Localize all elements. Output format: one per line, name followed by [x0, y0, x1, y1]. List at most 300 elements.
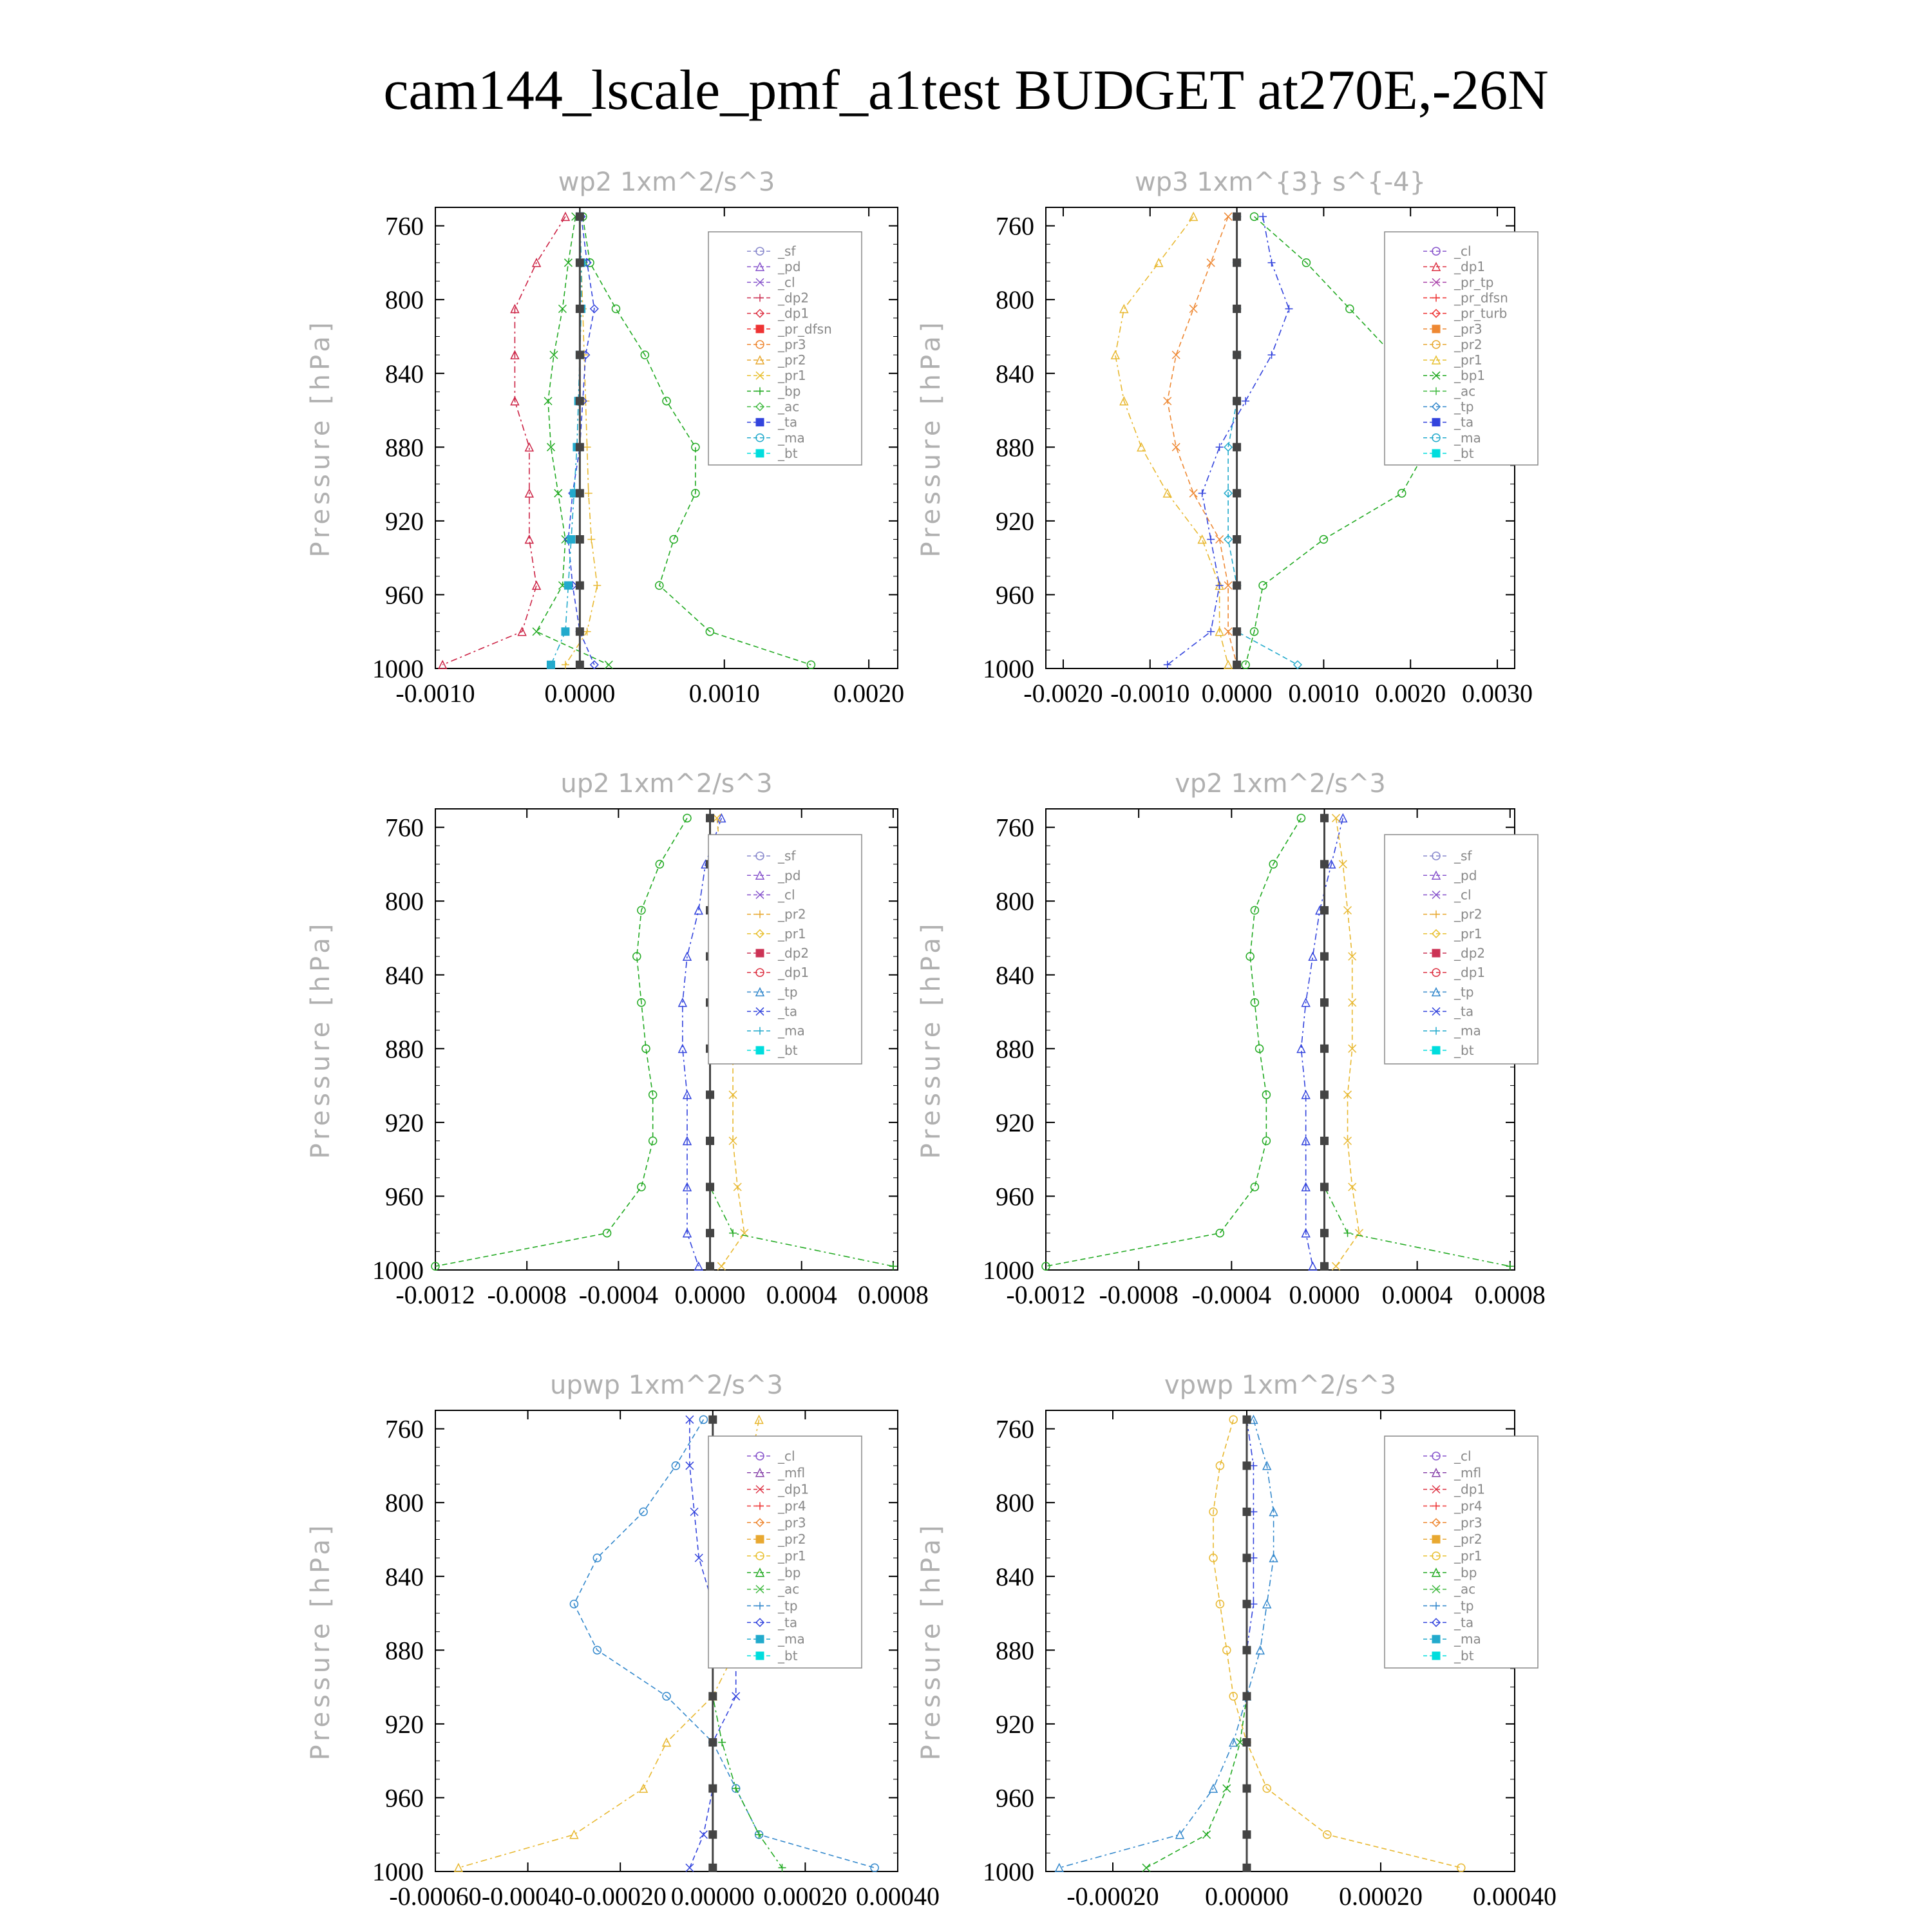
y-tick-label: 1000 [372, 1857, 424, 1886]
data-point [1224, 628, 1232, 636]
legend-label: _bp1 [1454, 368, 1486, 384]
legend-label: _pr4 [778, 1498, 806, 1514]
legend-label: _ac [1454, 1581, 1476, 1597]
data-point [1243, 1508, 1251, 1516]
y-tick-label: 880 [996, 1034, 1034, 1064]
y-tick-label: 960 [385, 580, 424, 610]
data-point [576, 213, 583, 220]
y-axis-label: Pressure [hPa] [916, 318, 946, 558]
data-point [1233, 351, 1241, 359]
legend-label: _ma [778, 1631, 805, 1647]
data-point [1172, 351, 1180, 359]
y-tick-label: 960 [996, 1783, 1034, 1813]
y-tick-label: 840 [385, 1562, 424, 1591]
data-point [1320, 1045, 1328, 1052]
series-ma [1224, 213, 1302, 668]
x-tick-label: -0.0012 [395, 1280, 475, 1309]
series-line [442, 216, 565, 665]
series-line [1046, 818, 1301, 1266]
data-point [1189, 489, 1197, 497]
data-point [1233, 213, 1241, 220]
legend-label: _pr1 [1454, 1548, 1482, 1564]
data-point [709, 1864, 717, 1871]
data-point [1216, 1229, 1224, 1237]
data-point [706, 1229, 714, 1237]
data-point [1268, 259, 1276, 267]
x-tick-label: 0.0010 [688, 679, 760, 708]
legend [708, 1436, 862, 1668]
panel-3 [306, 769, 929, 1309]
data-point [1320, 907, 1328, 914]
legend-label: _pr1 [1454, 925, 1482, 942]
data-point [686, 1864, 694, 1871]
legend-label: _ta [1454, 1615, 1474, 1631]
legend-label: _bt [1454, 445, 1474, 461]
legend-label: _pr_dfsn [1454, 290, 1508, 306]
y-tick-label: 800 [996, 285, 1034, 315]
data-point [612, 305, 620, 313]
data-point [533, 582, 540, 589]
x-tick-label: 0.00040 [1473, 1882, 1557, 1911]
x-tick-label: 0.00000 [670, 1882, 755, 1911]
x-tick-label: -0.0008 [1099, 1280, 1179, 1309]
data-point [706, 1262, 714, 1270]
y-tick-label: 800 [385, 1488, 424, 1518]
data-point [1142, 1864, 1150, 1871]
data-point [1268, 351, 1276, 359]
legend-label: _tp [1454, 399, 1474, 415]
legend-label: _ac [1454, 383, 1476, 399]
data-point [1243, 1554, 1251, 1562]
data-point [1243, 1831, 1251, 1839]
series-line [435, 818, 687, 1266]
data-point [1233, 582, 1241, 589]
y-tick-label: 880 [996, 1636, 1034, 1665]
y-axis-label: Pressure [hPa] [306, 920, 336, 1159]
series-pr1 [1332, 814, 1363, 1270]
data-point [562, 661, 569, 668]
y-tick-label: 960 [996, 1182, 1034, 1211]
legend-label: _ac [778, 1581, 800, 1597]
legend-label: _sf [778, 848, 796, 864]
data-point [1243, 1864, 1251, 1871]
legend-label: _pr2 [1454, 1531, 1482, 1548]
y-tick-label: 840 [996, 359, 1034, 388]
data-point [576, 397, 583, 405]
panel-1 [306, 167, 904, 708]
y-tick-label: 1000 [983, 1857, 1034, 1886]
data-point [1243, 1739, 1251, 1747]
series-line [565, 216, 597, 665]
series-pr2 [1164, 213, 1241, 668]
data-point [1243, 1692, 1251, 1700]
legend-label: _dp1 [1454, 965, 1486, 981]
series-bt [1243, 1416, 1251, 1871]
y-tick-label: 920 [996, 506, 1034, 536]
legend-label: _pr1 [778, 368, 806, 384]
y-tick-label: 800 [996, 887, 1034, 916]
legend-label: _cl [778, 1448, 795, 1464]
y-tick-label: 920 [996, 1108, 1034, 1137]
data-point [564, 582, 572, 589]
y-axis-label: Pressure [hPa] [306, 318, 336, 558]
y-tick-label: 840 [385, 359, 424, 388]
data-point [1243, 1600, 1251, 1608]
data-point [1506, 1262, 1514, 1270]
legend-label: _ta [778, 414, 798, 430]
legend-label: _dp2 [778, 945, 810, 961]
legend-label: _tp [778, 1598, 798, 1614]
data-point [1457, 1864, 1465, 1871]
x-tick-label: -0.0010 [395, 679, 475, 708]
data-point [1285, 305, 1293, 313]
legend [708, 835, 862, 1064]
legend-label: _dp1 [778, 1481, 810, 1497]
x-tick-label: -0.0004 [1191, 1280, 1271, 1309]
data-point [605, 661, 612, 668]
x-tick-label: -0.00020 [1066, 1882, 1159, 1911]
data-point [1243, 1416, 1251, 1423]
legend-label: _bt [778, 1648, 798, 1664]
data-point [1120, 305, 1128, 313]
legend-label: _dp1 [778, 965, 810, 981]
legend-label: _pr_dfsn [778, 321, 832, 337]
data-point [1233, 536, 1241, 544]
legend [1385, 232, 1538, 465]
data-point [1320, 1091, 1328, 1099]
legend-label: _dp1 [1454, 259, 1486, 275]
y-tick-label: 840 [996, 1562, 1034, 1591]
y-tick-label: 960 [996, 580, 1034, 610]
x-tick-label: -0.00040 [481, 1882, 574, 1911]
legend-label: _ta [1454, 414, 1474, 430]
data-point [593, 582, 601, 589]
data-point [871, 1864, 878, 1871]
legend-label: _cl [1454, 243, 1472, 260]
data-point [1243, 1785, 1251, 1792]
series-line [1168, 216, 1237, 665]
y-tick-label: 760 [996, 1414, 1034, 1444]
data-point [1242, 397, 1249, 405]
data-point [1256, 1646, 1264, 1654]
legend-label: _pr4 [1454, 1498, 1482, 1514]
legend-label: _bt [778, 1042, 798, 1058]
x-tick-label: -0.0010 [1110, 679, 1190, 708]
y-tick-label: 840 [996, 960, 1034, 990]
data-point [1263, 1600, 1271, 1608]
legend-label: _cl [1454, 887, 1472, 903]
x-tick-label: 0.0020 [833, 679, 905, 708]
series-line [1247, 1419, 1253, 1868]
data-point [1398, 489, 1406, 497]
data-point [706, 1137, 714, 1145]
legend-label: _pr3 [778, 1515, 806, 1531]
x-tick-label: 0.00020 [1339, 1882, 1423, 1911]
legend-label: _dp1 [778, 305, 810, 321]
legend-label: _tp [1454, 1598, 1474, 1614]
y-tick-label: 1000 [372, 654, 424, 683]
legend [1385, 1436, 1538, 1668]
panel-title: wp2 1xm^2/s^3 [558, 167, 775, 197]
legend-label: _ta [778, 1003, 798, 1019]
y-tick-label: 880 [385, 1636, 424, 1665]
x-tick-label: -0.00020 [574, 1882, 667, 1911]
data-point [683, 952, 691, 960]
y-tick-label: 760 [996, 211, 1034, 241]
y-tick-label: 920 [385, 506, 424, 536]
legend-label: _pr_tp [1454, 274, 1494, 290]
legend-label: _pr3 [778, 336, 806, 352]
data-point [732, 1692, 740, 1700]
data-point [1233, 259, 1241, 267]
x-tick-label: -0.0008 [487, 1280, 567, 1309]
y-tick-label: 880 [385, 1034, 424, 1064]
legend-label: _sf [778, 243, 796, 260]
series-ta [1243, 1416, 1257, 1871]
data-point [1056, 1864, 1063, 1871]
data-point [1320, 1137, 1328, 1145]
x-tick-label: 0.0010 [1288, 679, 1359, 708]
series-line [536, 216, 609, 665]
data-point [1224, 213, 1232, 220]
panel-title: wp3 1xm^{3} s^{-4} [1134, 167, 1426, 197]
series-pr1 [1112, 213, 1232, 668]
data-point [576, 582, 583, 589]
data-point [1223, 1785, 1231, 1792]
data-point [1233, 661, 1241, 668]
data-point [526, 443, 533, 451]
legend-label: _cl [778, 274, 795, 290]
data-point [1320, 1229, 1328, 1237]
legend-label: _mfl [1454, 1464, 1482, 1481]
legend-label: _ma [778, 1023, 805, 1039]
data-point [638, 1183, 645, 1191]
data-point [576, 305, 583, 313]
panel-6 [916, 1370, 1557, 1911]
legend-label: _pr1 [1454, 352, 1482, 368]
legend-label: _bt [778, 445, 798, 461]
panel-title: up2 1xm^2/s^3 [560, 769, 773, 799]
panel-title: vp2 1xm^2/s^3 [1175, 769, 1386, 799]
x-tick-label: 0.0020 [1375, 679, 1446, 708]
data-point [1176, 1831, 1184, 1839]
legend-label: _pr1 [778, 1548, 806, 1564]
data-point [1233, 628, 1241, 636]
panel-title: vpwp 1xm^2/s^3 [1164, 1370, 1397, 1400]
y-tick-label: 880 [996, 433, 1034, 462]
legend-label: _dp1 [1454, 1481, 1486, 1497]
series-line [1059, 1419, 1274, 1868]
legend-label: _pr2 [1454, 336, 1482, 352]
legend-label: _ma [778, 430, 805, 446]
series-bt [1233, 213, 1241, 668]
y-tick-label: 840 [385, 960, 424, 990]
legend-label: _ac [778, 399, 800, 415]
data-point [1137, 443, 1145, 451]
y-tick-label: 920 [385, 1709, 424, 1739]
y-tick-label: 800 [996, 1488, 1034, 1518]
data-point [889, 1262, 897, 1270]
y-tick-label: 800 [385, 285, 424, 315]
data-point [1332, 1262, 1340, 1270]
legend-label: _bt [1454, 1042, 1474, 1058]
legend-label: _pd [778, 867, 801, 884]
series-dp1 [431, 814, 691, 1270]
legend-label: _pr1 [778, 925, 806, 942]
y-tick-label: 920 [385, 1108, 424, 1137]
legend-label: _pr2 [1454, 906, 1482, 922]
data-point [717, 1262, 725, 1270]
legend-label: _cl [778, 887, 795, 903]
data-point [1251, 1183, 1258, 1191]
y-axis-label: Pressure [hPa] [916, 1521, 946, 1761]
legend-label: _ma [1454, 1631, 1481, 1647]
data-point [1320, 814, 1328, 822]
legend-label: _ta [778, 1615, 798, 1631]
data-point [567, 536, 575, 544]
x-tick-label: 0.0000 [544, 679, 616, 708]
y-tick-label: 800 [385, 887, 424, 916]
series-dp2 [439, 213, 569, 668]
legend-label: _ma [1454, 1023, 1481, 1039]
x-tick-label: 0.0000 [1289, 1280, 1360, 1309]
y-tick-label: 760 [996, 813, 1034, 842]
legend [1385, 835, 1538, 1064]
series-line [1301, 818, 1343, 1266]
data-point [570, 1831, 578, 1839]
data-point [1207, 259, 1215, 267]
data-point [706, 1183, 714, 1191]
y-tick-label: 960 [385, 1783, 424, 1813]
series-ta [1297, 814, 1347, 1270]
x-tick-label: 0.0030 [1462, 679, 1533, 708]
data-point [1309, 1262, 1316, 1270]
data-point [718, 1739, 726, 1747]
y-tick-label: 920 [996, 1709, 1034, 1739]
series-ac [1142, 1416, 1251, 1871]
legend-label: _pr2 [778, 906, 806, 922]
y-tick-label: 760 [385, 211, 424, 241]
data-point [729, 1229, 737, 1237]
data-point [593, 1554, 601, 1562]
x-tick-label: 0.0008 [857, 1280, 929, 1309]
data-point [1233, 305, 1241, 313]
y-tick-label: 880 [385, 433, 424, 462]
x-tick-label: 0.00040 [856, 1882, 940, 1911]
data-point [1207, 536, 1215, 544]
data-point [1233, 489, 1241, 497]
series-line [1228, 216, 1298, 665]
data-point [706, 1091, 714, 1099]
x-tick-label: -0.0012 [1006, 1280, 1086, 1309]
data-point [1243, 1462, 1251, 1470]
data-point [576, 259, 583, 267]
series-line [1115, 216, 1228, 665]
x-tick-label: -0.0004 [578, 1280, 659, 1309]
data-point [709, 1739, 717, 1747]
data-point [1320, 999, 1328, 1007]
legend-label: _pr3 [1454, 321, 1482, 337]
legend-label: _pr_turb [1454, 305, 1508, 321]
data-point [1320, 1183, 1328, 1191]
x-tick-label: 0.0004 [766, 1280, 837, 1309]
data-point [576, 489, 583, 497]
data-point [576, 536, 583, 544]
legend-label: _bp [778, 1564, 801, 1580]
legend-label: _tp [778, 984, 798, 1000]
data-point [1259, 213, 1267, 220]
data-point [1155, 259, 1162, 267]
series-line [1336, 818, 1359, 1266]
y-tick-label: 760 [385, 1414, 424, 1444]
data-point [709, 1831, 717, 1839]
series-line [568, 216, 594, 665]
data-point [562, 628, 569, 636]
series-line [1146, 1419, 1247, 1868]
data-point [576, 628, 583, 636]
data-point [1320, 952, 1328, 960]
legend-label: _dp2 [778, 290, 810, 306]
data-point [1189, 305, 1197, 313]
legend-label: _bp [1454, 1564, 1477, 1580]
legend-label: _pd [1454, 867, 1477, 884]
page-title: cam144_lscale_pmf_a1test BUDGET at270E,-26N [383, 59, 1549, 122]
data-point [1233, 397, 1241, 405]
data-point [699, 1831, 707, 1839]
panel-5 [306, 1370, 940, 1911]
data-point [779, 1864, 786, 1871]
data-point [1346, 305, 1354, 313]
data-point [1243, 1646, 1251, 1654]
legend-label: _ta [1454, 1003, 1474, 1019]
data-point [1233, 443, 1241, 451]
legend-label: _cl [1454, 1448, 1472, 1464]
data-point [1216, 443, 1224, 451]
legend [708, 232, 862, 465]
y-tick-label: 760 [385, 813, 424, 842]
data-point [587, 536, 595, 544]
panel-2 [916, 167, 1538, 708]
data-point [1259, 582, 1267, 589]
data-point [1203, 1831, 1211, 1839]
x-tick-label: 0.0004 [1381, 1280, 1453, 1309]
legend-label: _pd [778, 259, 801, 275]
legend-label: _pr2 [778, 1531, 806, 1548]
data-point [533, 628, 540, 636]
panel-title: upwp 1xm^2/s^3 [550, 1370, 783, 1400]
legend-label: _dp2 [1454, 945, 1486, 961]
panel-4 [916, 769, 1546, 1309]
legend-label: _bt [1454, 1648, 1474, 1664]
y-axis-label: Pressure [hPa] [916, 920, 946, 1159]
data-point [709, 1416, 717, 1423]
x-tick-label: -0.00060 [389, 1882, 482, 1911]
data-point [576, 443, 583, 451]
series-bt [1320, 814, 1328, 1270]
series-dp1 [1042, 814, 1305, 1270]
data-point [1320, 1262, 1328, 1270]
y-tick-label: 1000 [983, 1256, 1034, 1285]
data-point [709, 1692, 717, 1700]
data-point [1198, 489, 1206, 497]
data-point [576, 351, 583, 359]
x-tick-label: 0.0000 [674, 1280, 746, 1309]
data-point [1320, 860, 1328, 868]
legend-label: _ma [1454, 430, 1481, 446]
x-tick-label: -0.0020 [1023, 679, 1103, 708]
legend-label: _pr3 [1454, 1515, 1482, 1531]
y-tick-label: 1000 [983, 654, 1034, 683]
